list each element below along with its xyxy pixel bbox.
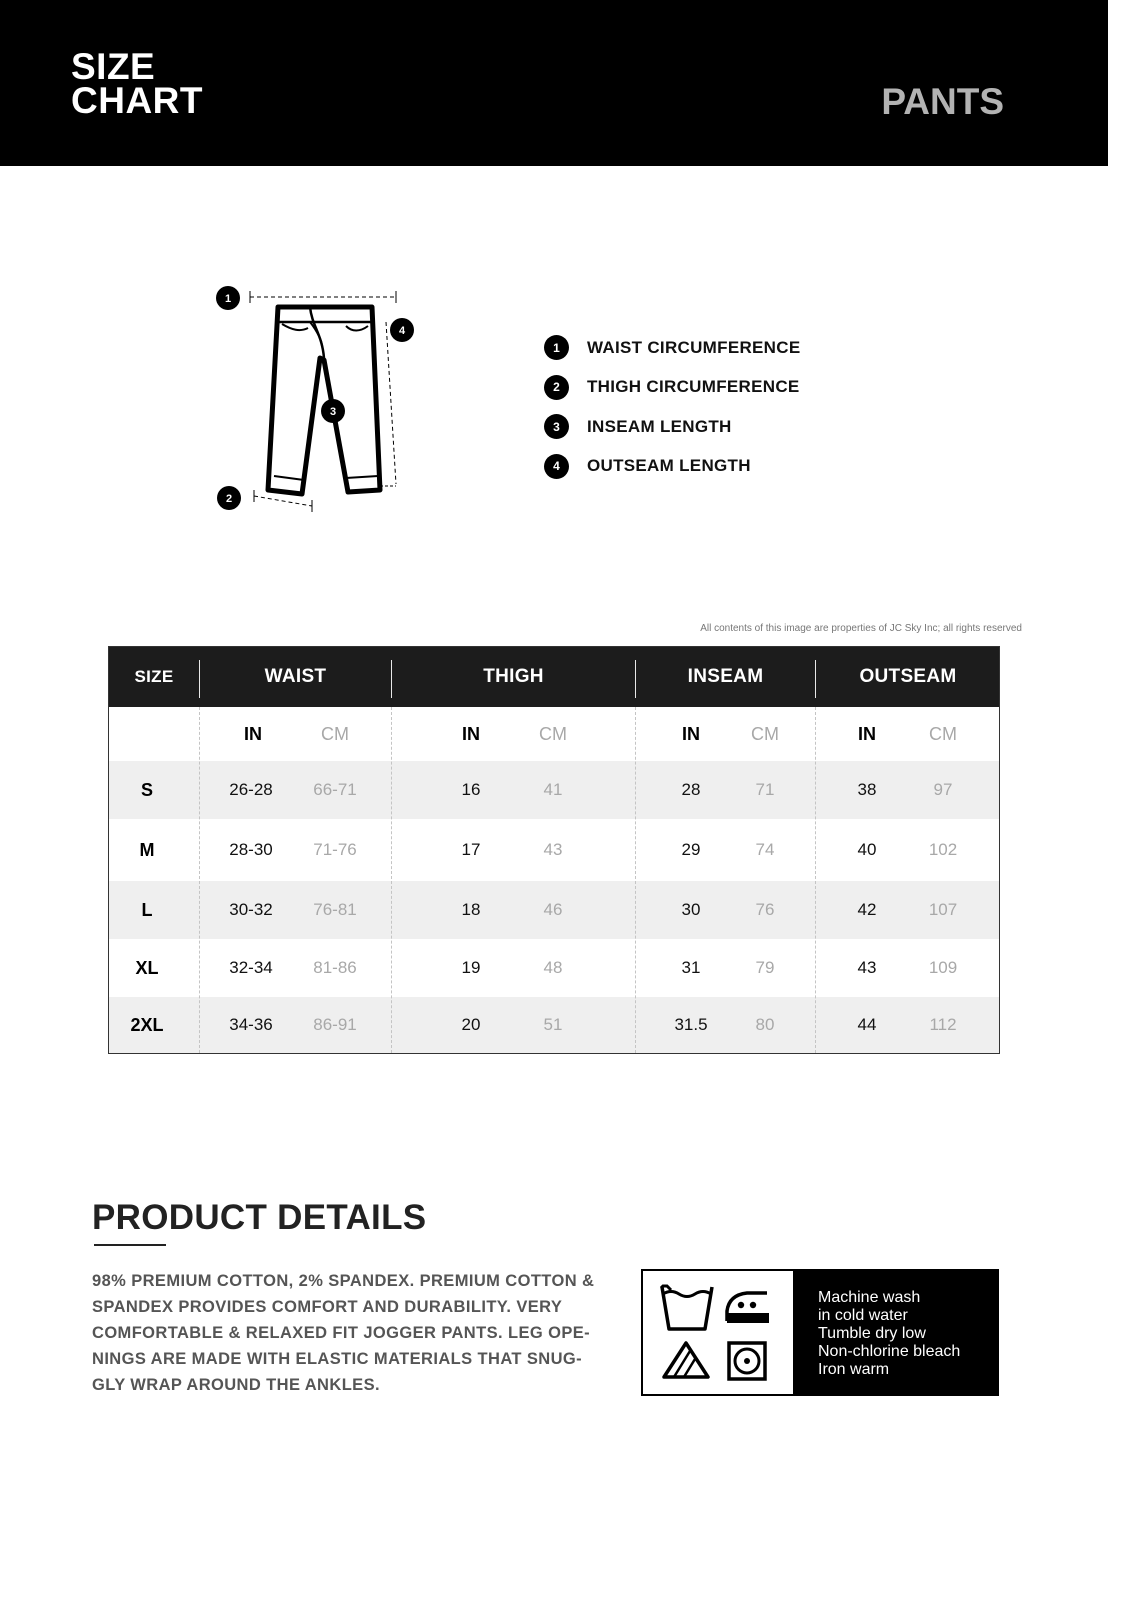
unit-in: IN bbox=[858, 723, 876, 744]
table-row bbox=[109, 881, 999, 939]
column-divider bbox=[391, 707, 392, 1053]
thigh-cm-cell: 48 bbox=[543, 958, 563, 977]
table-row bbox=[109, 939, 999, 997]
inseam-in-cell: 31.5 bbox=[674, 1015, 708, 1034]
unit-in: IN bbox=[682, 723, 700, 744]
measurement-legend bbox=[544, 328, 800, 486]
svg-text:4: 4 bbox=[398, 325, 406, 337]
care-text-panel bbox=[793, 1271, 997, 1394]
product-description: 98% PREMIUM COTTON, 2% SPANDEX. PREMIUM COTTON & SPANDEX PROVIDES COMFORT AND DURABILITY. VERY COMFORTABLE & RELAXED FIT JOGGER PANTS. LEG OPE-NINGS ARE MADE WITH ELASTIC MATERIALS THAT SNUG-GLY WRAP AROUND THE ANKLES. bbox=[92, 1272, 595, 1394]
unit-cm: CM bbox=[929, 723, 957, 744]
header-inseam: INSEAM bbox=[687, 666, 764, 687]
table-row bbox=[109, 997, 999, 1053]
inseam-in-cell: 29 bbox=[681, 840, 701, 859]
care-icons bbox=[643, 1271, 793, 1394]
inseam-cm-cell: 71 bbox=[755, 780, 775, 799]
unit-cm: CM bbox=[539, 723, 567, 744]
header-bar bbox=[0, 0, 1108, 166]
column-divider bbox=[199, 707, 200, 1053]
waist-in-cell: 30-32 bbox=[229, 900, 273, 919]
waist-in-cell: 34-36 bbox=[229, 1015, 273, 1034]
svg-text:2: 2 bbox=[225, 493, 233, 505]
header-outseam: OUTSEAM bbox=[859, 666, 957, 687]
outseam-in-cell: 40 bbox=[857, 840, 877, 859]
care-line: Machine wash bbox=[818, 1289, 921, 1306]
non-chlorine-bleach-icon bbox=[664, 1343, 708, 1377]
marker-3 bbox=[321, 399, 345, 423]
inseam-in-cell: 30 bbox=[681, 900, 701, 919]
legend-number: 3 bbox=[544, 414, 569, 439]
inseam-cm-cell: 76 bbox=[755, 900, 775, 919]
column-divider bbox=[815, 707, 816, 1053]
outseam-cm-cell: 109 bbox=[928, 958, 958, 977]
size-cell: 2XL bbox=[130, 1014, 164, 1035]
legend-label: OUTSEAM LENGTH bbox=[587, 456, 751, 476]
unit-in: IN bbox=[244, 723, 262, 744]
legend-item-outseam bbox=[544, 447, 800, 487]
unit-in: IN bbox=[462, 723, 480, 744]
column-divider bbox=[635, 707, 636, 1053]
svg-text:1: 1 bbox=[224, 293, 232, 305]
legend-label: THIGH CIRCUMFERENCE bbox=[587, 377, 800, 397]
thigh-cm-cell: 41 bbox=[543, 780, 563, 799]
waist-cm-cell: 66-71 bbox=[313, 780, 357, 799]
marker-4 bbox=[390, 318, 414, 342]
inseam-in-cell: 31 bbox=[681, 958, 701, 977]
inseam-cm-cell: 74 bbox=[755, 840, 775, 859]
outseam-cm-cell: 112 bbox=[929, 1015, 957, 1034]
outseam-cm-cell: 97 bbox=[933, 780, 953, 799]
care-line: Iron warm bbox=[818, 1361, 890, 1378]
waist-cm-cell: 86-91 bbox=[313, 1015, 357, 1034]
outseam-in-cell: 42 bbox=[857, 900, 877, 919]
legend-label: INSEAM LENGTH bbox=[587, 416, 732, 436]
header-size: SIZE bbox=[134, 667, 174, 686]
thigh-cm-cell: 51 bbox=[543, 1015, 563, 1034]
marker-1 bbox=[216, 286, 240, 310]
waist-cm-cell: 81-86 bbox=[313, 958, 357, 977]
svg-text:3: 3 bbox=[329, 406, 337, 418]
page-title bbox=[71, 46, 203, 121]
inseam-cm-cell: 80 bbox=[755, 1015, 775, 1034]
pants-outline-icon bbox=[200, 270, 440, 530]
iron-warm-icon bbox=[727, 1293, 769, 1323]
legend-number: 2 bbox=[544, 375, 569, 400]
legend-item-thigh bbox=[544, 368, 800, 408]
size-cell: XL bbox=[135, 957, 159, 978]
category-label: PANTS bbox=[881, 81, 1004, 122]
outseam-in-cell: 44 bbox=[857, 1015, 877, 1034]
thigh-cm-cell: 43 bbox=[543, 840, 563, 859]
care-instructions bbox=[641, 1269, 999, 1396]
legend-number: 1 bbox=[544, 335, 569, 360]
inseam-in-cell: 28 bbox=[681, 780, 701, 799]
care-line: Non-chlorine bleach bbox=[818, 1343, 961, 1360]
care-line: Tumble dry low bbox=[818, 1325, 926, 1342]
size-cell: L bbox=[141, 899, 153, 920]
legend-label: WAIST CIRCUMFERENCE bbox=[587, 337, 801, 357]
table-row bbox=[109, 761, 999, 819]
legend-item-waist bbox=[544, 328, 800, 368]
outseam-cm-cell: 102 bbox=[928, 840, 958, 859]
outseam-in-cell: 38 bbox=[857, 780, 877, 799]
wash-cold-icon bbox=[661, 1286, 712, 1329]
header-thigh: THIGH bbox=[483, 666, 544, 687]
thigh-cm-cell: 46 bbox=[543, 900, 563, 919]
copyright-notice: All contents of this image are properties of JC Sky Inc; all rights reserved bbox=[700, 623, 1022, 634]
unit-cm: CM bbox=[751, 723, 779, 744]
care-line: in cold water bbox=[818, 1307, 908, 1324]
legend-item-inseam bbox=[544, 407, 800, 447]
size-table bbox=[108, 646, 1000, 1054]
header-waist: WAIST bbox=[264, 666, 327, 687]
table-row bbox=[109, 819, 999, 881]
size-cell: S bbox=[140, 779, 153, 800]
inseam-cm-cell: 79 bbox=[755, 958, 775, 977]
waist-in-cell: 28-30 bbox=[229, 840, 273, 859]
unit-cm: CM bbox=[321, 723, 349, 744]
thigh-in-cell: 16 bbox=[461, 780, 481, 799]
title-underline bbox=[94, 1244, 166, 1246]
outseam-cm-cell: 107 bbox=[928, 900, 958, 919]
title-line-2: CHART bbox=[71, 80, 203, 121]
thigh-in-cell: 18 bbox=[461, 900, 481, 919]
tumble-dry-low-icon bbox=[729, 1343, 765, 1379]
waist-in-cell: 26-28 bbox=[229, 780, 273, 799]
product-details-title: PRODUCT DETAILS bbox=[92, 1198, 427, 1237]
waist-in-cell: 32-34 bbox=[229, 958, 273, 977]
waist-cm-cell: 71-76 bbox=[313, 840, 357, 859]
size-cell: M bbox=[139, 839, 155, 860]
title-line-1: SIZE bbox=[71, 46, 156, 87]
pants-diagram bbox=[200, 270, 440, 530]
unit-row bbox=[109, 707, 999, 761]
table-header-row bbox=[109, 647, 999, 707]
thigh-in-cell: 19 bbox=[461, 958, 481, 977]
thigh-in-cell: 17 bbox=[461, 840, 481, 859]
outseam-in-cell: 43 bbox=[857, 958, 877, 977]
legend-number: 4 bbox=[544, 454, 569, 479]
thigh-in-cell: 20 bbox=[461, 1015, 481, 1034]
marker-2 bbox=[217, 486, 241, 510]
waist-cm-cell: 76-81 bbox=[313, 900, 357, 919]
